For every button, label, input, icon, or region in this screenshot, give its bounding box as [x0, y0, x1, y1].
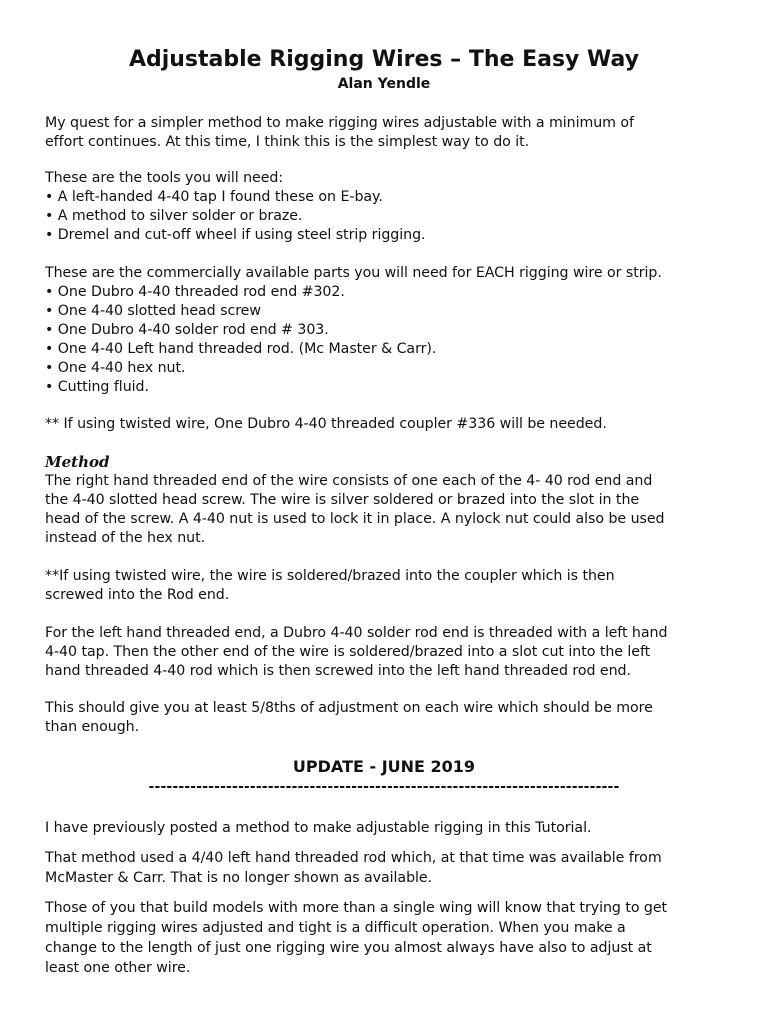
tools-list-item: • A left-handed 4-40 tap I found these on E-bay.: [45, 189, 383, 205]
update-paragraph-line: Those of you that build models with more than a single wing will know that trying to get: [45, 900, 668, 916]
update-heading: UPDATE - JUNE 2019: [292, 757, 476, 776]
method-paragraph-line: hand threaded 4-40 rod which is then screwed into the left hand threaded rod end.: [45, 663, 631, 679]
parts-list-item: • One 4-40 Left hand threaded rod. (Mc Master & Carr).: [45, 341, 437, 357]
intro-line: My quest for a simpler method to make rigging wires adjustable with a minimum of: [45, 115, 634, 131]
method-paragraph-line: For the left hand threaded end, a Dubro 4-40 solder rod end is threaded with a left hand: [45, 625, 668, 641]
dashed-divider: -------------------------------------------------------------------------------: [148, 779, 620, 795]
tools-list-item: • A method to silver solder or braze.: [45, 208, 303, 224]
method-paragraph-line: 4-40 tap. Then the other end of the wire is soldered/brazed into a slot cut into the left: [45, 644, 651, 660]
method-paragraph-line: This should give you at least 5/8ths of adjustment on each wire which should be more: [45, 700, 653, 716]
parts-list-item: • Cutting fluid.: [45, 379, 149, 395]
author-name: Alan Yendle: [337, 76, 431, 92]
tools-list-item: • Dremel and cut-off wheel if using steel strip rigging.: [45, 227, 426, 243]
method-paragraph-line: head of the screw. A 4-40 nut is used to lock it in place. A nylock nut could also be used: [45, 511, 665, 527]
update-paragraph-line: multiple rigging wires adjusted and tight is a difficult operation. When you make a: [45, 920, 626, 936]
intro-line: effort continues. At this time, I think this is the simplest way to do it.: [45, 134, 530, 150]
parts-list-item: • One Dubro 4-40 solder rod end # 303.: [45, 322, 329, 338]
update-paragraph-line: That method used a 4/40 left hand threaded rod which, at that time was available from: [45, 850, 662, 866]
method-paragraph-line: instead of the hex nut.: [45, 530, 206, 546]
update-paragraph-line: least one other wire.: [45, 960, 191, 976]
parts-list-item: • One 4-40 hex nut.: [45, 360, 186, 376]
parts-heading: These are the commercially available parts you will need for EACH rigging wire or strip.: [45, 265, 662, 281]
update-paragraph-line: McMaster & Carr. That is no longer shown as available.: [45, 870, 433, 886]
method-heading: Method: [45, 453, 110, 471]
method-paragraph-line: the 4-40 slotted head screw. The wire is silver soldered or brazed into the slot in the: [45, 492, 640, 508]
parts-list-item: • One Dubro 4-40 threaded rod end #302.: [45, 284, 345, 300]
document-title: Adjustable Rigging Wires – The Easy Way: [128, 47, 640, 72]
update-paragraph-line: I have previously posted a method to make adjustable rigging in this Tutorial.: [45, 820, 592, 836]
method-paragraph-line: screwed into the Rod end.: [45, 587, 230, 603]
method-paragraph-line: than enough.: [45, 719, 140, 735]
parts-list-item: • One 4-40 slotted head screw: [45, 303, 261, 319]
method-paragraph-line: The right hand threaded end of the wire consists of one each of the 4- 40 rod end and: [45, 473, 653, 489]
twisted-wire-note: ** If using twisted wire, One Dubro 4-40 threaded coupler #336 will be needed.: [45, 416, 607, 432]
method-paragraph-line: **If using twisted wire, the wire is soldered/brazed into the coupler which is then: [45, 568, 615, 584]
tools-heading: These are the tools you will need:: [45, 170, 284, 186]
update-paragraph-line: change to the length of just one rigging wire you almost always have also to adjust at: [45, 940, 652, 956]
